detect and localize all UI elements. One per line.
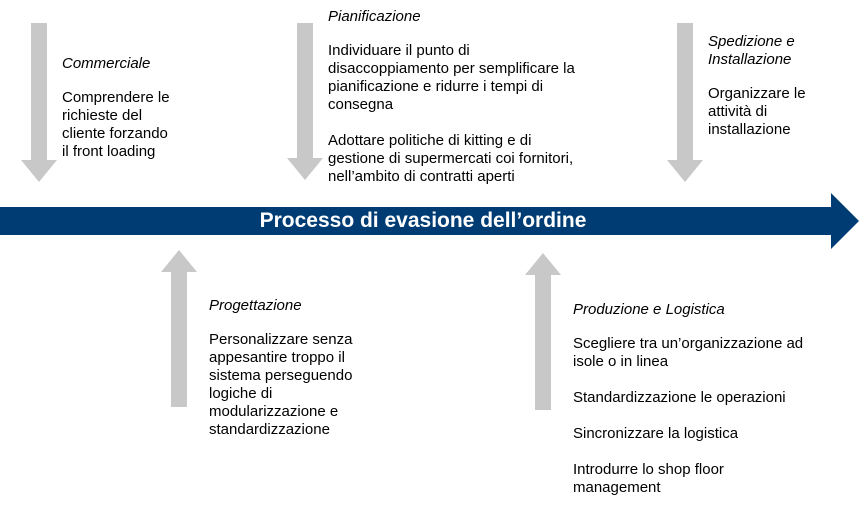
block-item: Comprendere le richieste del cliente forzando il front loading — [62, 89, 170, 160]
up-arrow-produzione — [525, 253, 561, 410]
down-arrow-spedizione — [667, 23, 703, 182]
down-arrow-pianificazione — [287, 23, 323, 180]
block-title: Spedizione e Installazione — [708, 33, 795, 68]
block-item: Adottare politiche di kitting e di gestione di supermercati coi fornitori, nell’ambito di contratti aperti — [328, 132, 574, 185]
block-progettazione — [209, 297, 429, 439]
block-item: Introdurre lo shop floor management — [573, 461, 724, 496]
block-title: Produzione e Logistica — [573, 301, 725, 318]
block-item: Organizzare le attività di installazione — [708, 85, 806, 138]
block-item: Personalizzare senza appesantire troppo il sistema perseguendo logiche di modularizzazione e standardizzazione — [209, 331, 353, 438]
block-item: Individuare il punto di disaccoppiamento per semplificare la pianificazione e ridurre i tempi di consegna — [328, 42, 575, 113]
block-title: Commerciale — [62, 55, 151, 72]
block-title: Pianificazione — [328, 8, 421, 25]
block-item: Sincronizzare la logistica — [573, 425, 739, 442]
block-produzione — [573, 301, 853, 497]
block-spedizione — [708, 33, 848, 139]
up-arrow-progettazione — [161, 250, 197, 407]
block-title: Progettazione — [209, 297, 302, 314]
block-item: Standardizzazione le operazioni — [573, 389, 786, 406]
down-arrow-commerciale — [21, 23, 57, 182]
block-commerciale — [62, 55, 262, 161]
block-pianificazione — [328, 8, 628, 186]
process-label: Processo di evasione dell’ordine — [259, 209, 587, 232]
block-item: Scegliere tra un’organizzazione ad isole o in linea — [573, 335, 804, 370]
